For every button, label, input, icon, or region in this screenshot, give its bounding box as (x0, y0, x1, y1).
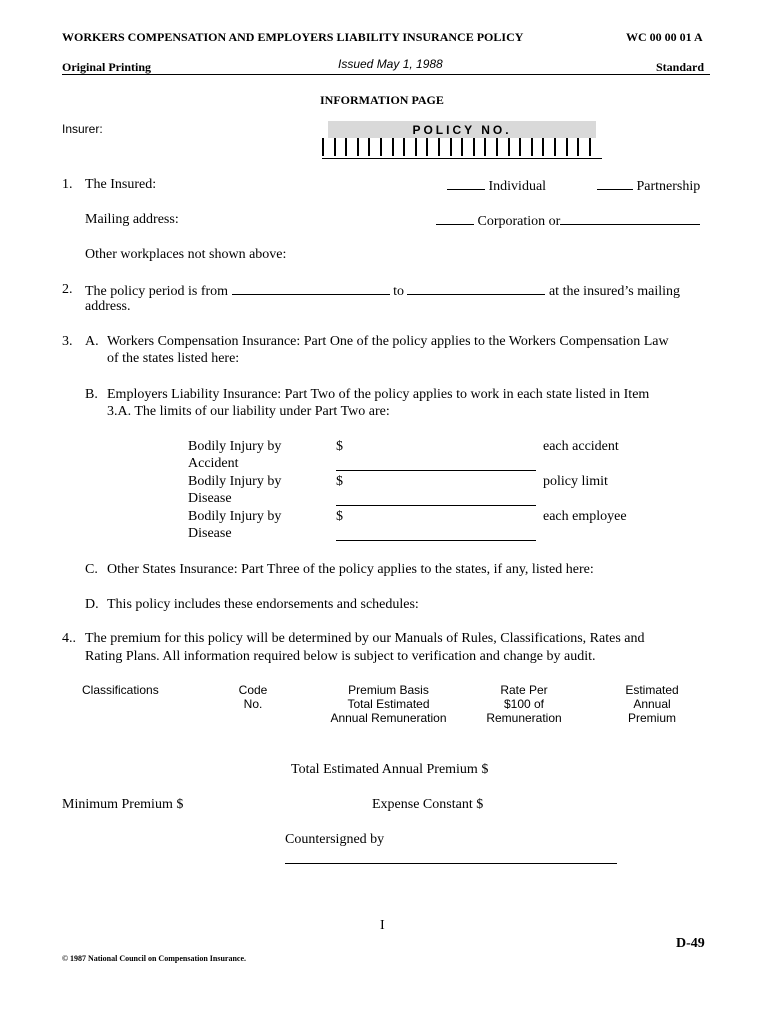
item4-text-1: The premium for this policy will be determined by our Manuals of Rules, Classifications, Rates and (85, 631, 645, 646)
col-premium-basis-line-2: Total Estimated (347, 697, 430, 711)
policy-number-box[interactable] (328, 121, 596, 159)
col-rate-line-2: $100 of (503, 697, 545, 711)
policy-period-from-field[interactable] (232, 282, 390, 295)
col-estimated-premium (610, 683, 694, 725)
policy-number-tick (322, 138, 324, 156)
item3a-text-2: of the states listed here: (107, 351, 240, 366)
policy-number-tick (438, 138, 440, 156)
original-printing: Original Printing (62, 60, 152, 74)
col-rate (476, 683, 572, 725)
policy-number-tick (542, 138, 544, 156)
copyright: © 1987 National Council on Compensation Insurance. (62, 954, 246, 963)
form-title: WORKERS COMPENSATION AND EMPLOYERS LIABILITY INSURANCE POLICY (62, 30, 524, 44)
policy-period-to-label: to (393, 284, 404, 299)
corporation-label: Corporation or (477, 214, 561, 229)
insurer-label: Insurer: (62, 122, 103, 136)
policy-number-tick (380, 138, 382, 156)
limit-employee-field[interactable] (336, 540, 536, 541)
standard-label: Standard (656, 60, 705, 74)
item4-text-2: Rating Plans. All information required below is subject to verification and change by audit. (85, 649, 596, 664)
policy-number-tick (368, 138, 370, 156)
policy-number-tick (461, 138, 463, 156)
countersignature-line[interactable] (285, 863, 617, 864)
policy-number-tick (519, 138, 521, 156)
col-code-line-1: Code (238, 683, 268, 697)
partnership-blank[interactable] (597, 177, 633, 190)
form-number: WC 00 00 01 A (626, 30, 703, 44)
policy-number-tick (531, 138, 533, 156)
other-workplaces-label: Other workplaces not shown above: (85, 247, 287, 262)
countersigned-label: Countersigned by (285, 832, 385, 847)
policy-number-tick (392, 138, 394, 156)
expense-constant: Expense Constant $ (372, 797, 484, 812)
item3c-label: C. (85, 562, 98, 577)
item1-number: 1. (62, 177, 73, 192)
policy-number-tick (345, 138, 347, 156)
item3a-label: A. (85, 334, 99, 349)
item4-number: 4.. (62, 631, 76, 646)
item3a-text-1: Workers Compensation Insurance: Part One of the policy applies to the Workers Compensation Law (107, 334, 669, 349)
col-premium-basis (322, 683, 455, 725)
limit-accident-suffix: each accident (543, 439, 619, 454)
entity-other-blank[interactable] (560, 212, 700, 225)
col-estimated-line-3: Premium (627, 711, 676, 725)
policy-number-tick (554, 138, 556, 156)
item3d-text: This policy includes these endorsements and schedules: (107, 597, 419, 612)
item3-number: 3. (62, 334, 73, 349)
policy-number-label: POLICY NO. (412, 123, 512, 137)
col-classifications: Classifications (82, 683, 159, 697)
page-numeral: I (380, 918, 385, 933)
individual-label: Individual (488, 179, 547, 194)
limit-employee-label-2: Disease (188, 526, 232, 541)
policy-period-to-field[interactable] (407, 282, 545, 295)
limit-accident-field[interactable] (336, 470, 536, 471)
policy-number-tick (589, 138, 591, 156)
item3c-text: Other States Insurance: Part Three of the policy applies to the states, if any, listed here: (107, 562, 594, 577)
limit-policy-suffix: policy limit (543, 474, 608, 489)
policy-number-tick (357, 138, 359, 156)
col-estimated-line-2: Annual (633, 697, 671, 711)
partnership-option[interactable] (597, 177, 700, 195)
policy-period-from-label: The policy period is from (85, 284, 229, 299)
policy-number-tick (484, 138, 486, 156)
policy-period-mailing-label: at the insured’s mailing (548, 284, 680, 299)
policy-number-tick (496, 138, 498, 156)
limit-policy-field[interactable] (336, 505, 536, 506)
col-rate-line-1: Rate Per (500, 683, 548, 697)
policy-number-tick (426, 138, 428, 156)
page-title: INFORMATION PAGE (320, 93, 444, 107)
mailing-address-label: Mailing address: (85, 212, 179, 227)
policy-period-address: address. (85, 299, 131, 314)
col-code-line-2: No. (243, 697, 263, 711)
limit-accident-label-1: Bodily Injury by (188, 439, 282, 454)
policy-number-tick (403, 138, 405, 156)
limit-policy-currency: $ (336, 474, 343, 489)
policy-number-ticks (322, 138, 602, 159)
corporation-option[interactable] (436, 212, 700, 230)
policy-number-tick (473, 138, 475, 156)
limit-employee-label-1: Bodily Injury by (188, 509, 282, 524)
item3b-text-2: 3.A. The limits of our liability under Part Two are: (107, 404, 390, 419)
col-premium-basis-line-3: Annual Remuneration (330, 711, 447, 725)
limit-employee-suffix: each employee (543, 509, 627, 524)
col-premium-basis-line-1: Premium Basis (348, 683, 429, 697)
page-code: D-49 (676, 936, 705, 951)
policy-number-tick (334, 138, 336, 156)
limit-policy-label-1: Bodily Injury by (188, 474, 282, 489)
policy-number-tick (577, 138, 579, 156)
item3b-text-1: Employers Liability Insurance: Part Two of the policy applies to work in each state listed in Item (107, 387, 650, 402)
individual-option[interactable] (447, 177, 546, 195)
col-estimated-line-1: Estimated (625, 683, 679, 697)
insured-label: The Insured: (85, 177, 157, 192)
item3b-label: B. (85, 387, 98, 402)
item3d-label: D. (85, 597, 99, 612)
col-code (222, 683, 284, 711)
limit-accident-currency: $ (336, 439, 343, 454)
issued-date: Issued May 1, 1988 (338, 57, 443, 71)
minimum-premium: Minimum Premium $ (62, 797, 184, 812)
limit-policy-label-2: Disease (188, 491, 232, 506)
limit-employee-currency: $ (336, 509, 343, 524)
policy-number-tick (450, 138, 452, 156)
policy-number-tick (415, 138, 417, 156)
policy-number-tick (566, 138, 568, 156)
policy-period-line (85, 282, 680, 300)
partnership-label: Partnership (636, 179, 701, 194)
header-rule (62, 74, 710, 75)
policy-number-tick (508, 138, 510, 156)
item2-number: 2. (62, 282, 73, 297)
corporation-blank[interactable] (436, 212, 474, 225)
total-estimated-premium: Total Estimated Annual Premium $ (291, 762, 489, 777)
col-rate-line-3: Remuneration (486, 711, 562, 725)
limit-accident-label-2: Accident (188, 456, 239, 471)
individual-blank[interactable] (447, 177, 485, 190)
